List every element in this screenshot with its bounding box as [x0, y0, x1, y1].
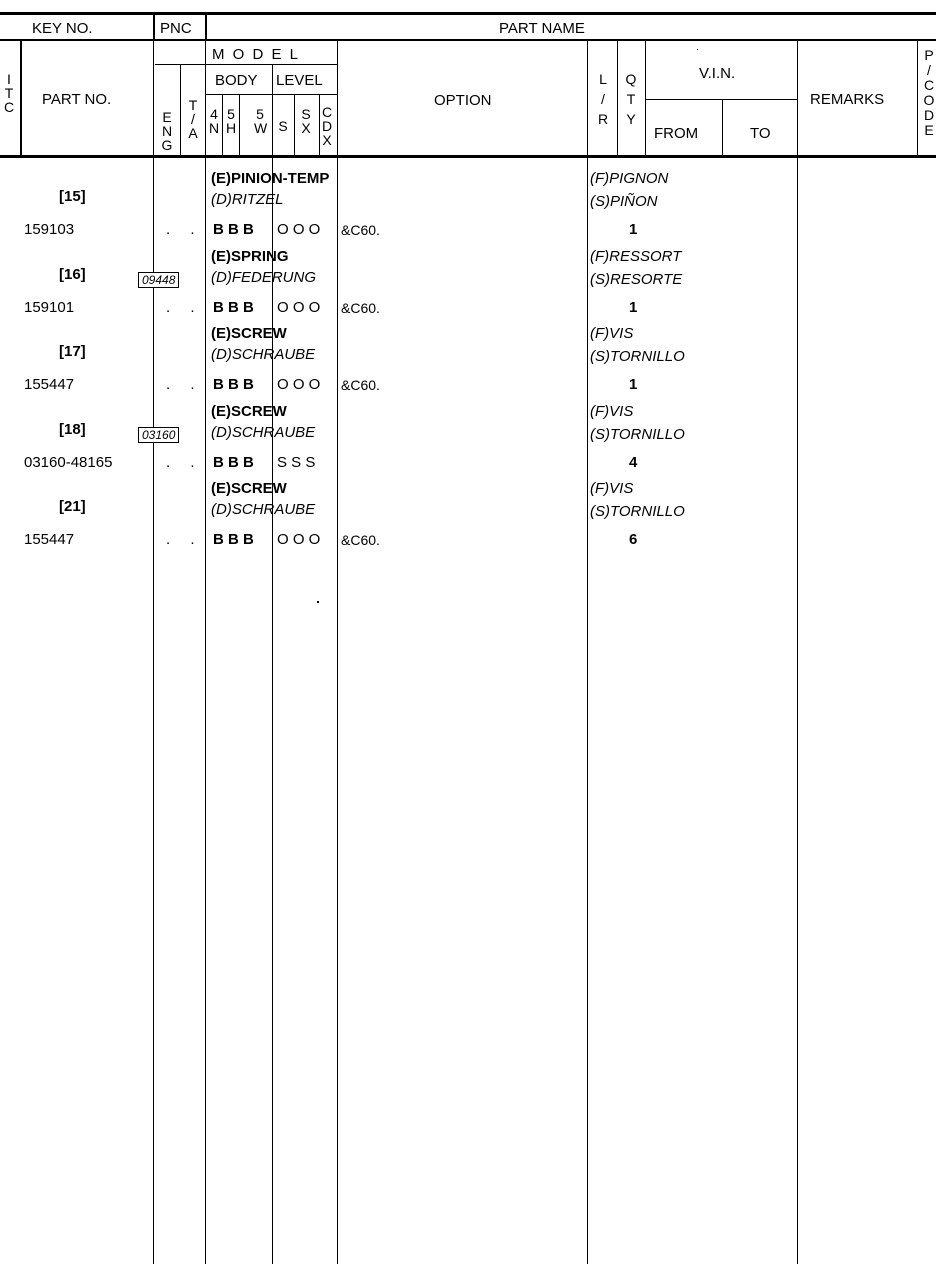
header-bottom-rule — [0, 155, 936, 158]
pnc-column-rule — [205, 40, 206, 1264]
option-code: &C60. — [341, 222, 380, 238]
name-german: (D)SCHRAUBE — [211, 501, 316, 518]
body-codes: B B B — [213, 376, 254, 393]
name-french: (F)PIGNON — [590, 170, 669, 187]
name-spanish: (S)PIÑON — [590, 193, 658, 210]
partno-column-rule — [153, 40, 154, 1264]
part-number: 155447 — [24, 376, 75, 393]
level-codes: O O O — [277, 376, 321, 393]
lr-header: L / R — [597, 71, 609, 127]
name-french: (F)VIS — [590, 403, 634, 420]
name-german: (D)RITZEL — [211, 191, 284, 208]
body-header: BODY — [215, 72, 258, 89]
part-name-header: PART NAME — [499, 20, 585, 37]
part-number: 159101 — [24, 299, 75, 316]
key-number: [17] — [59, 343, 86, 360]
body-5w-header: 5 W — [254, 106, 268, 136]
name-english: (E)SPRING — [211, 248, 289, 265]
top-rule — [0, 12, 936, 15]
option-header: OPTION — [434, 92, 492, 109]
level-s-divider — [294, 95, 295, 155]
level-sx-header: S X — [301, 106, 311, 136]
key-no-header: KEY NO. — [32, 20, 93, 37]
key-number: [18] — [59, 421, 86, 438]
part-number: 159103 — [24, 221, 75, 238]
lr-divider — [617, 40, 618, 156]
name-spanish: (S)TORNILLO — [590, 503, 685, 520]
vin-from-header: FROM — [654, 125, 699, 142]
vin-header: V.I.N. — [699, 65, 736, 82]
vin-from-to-divider — [722, 100, 723, 155]
body-level-divider — [272, 65, 273, 156]
option-code: &C60. — [341, 532, 380, 548]
name-french: (F)RESSORT — [590, 248, 682, 265]
name-french: (F)VIS — [590, 325, 634, 342]
level-codes: O O O — [277, 531, 321, 548]
key-number: [16] — [59, 266, 86, 283]
name-english: (E)SCREW — [211, 480, 287, 497]
vin-column-rule-right — [797, 40, 798, 1264]
scan-speck — [697, 49, 698, 50]
name-spanish: (S)TORNILLO — [590, 426, 685, 443]
key-number: [21] — [59, 498, 86, 515]
ta-divider — [180, 65, 181, 156]
pnc-code-box: 09448 — [138, 272, 179, 288]
level-cdx-header: C D X — [321, 104, 333, 148]
qty-divider — [645, 40, 646, 156]
name-english: (E)SCREW — [211, 403, 287, 420]
pnc-code-box: 03160 — [138, 427, 179, 443]
body-codes: B B B — [213, 531, 254, 548]
body-codes: B B B — [213, 299, 254, 316]
name-german: (D)SCHRAUBE — [211, 424, 316, 441]
name-english: (E)SCREW — [211, 325, 287, 342]
eng-ta-dots: . . — [166, 299, 203, 316]
quantity: 1 — [629, 299, 638, 316]
name-french: (F)VIS — [590, 480, 634, 497]
pnc-divider — [205, 13, 207, 40]
body5h-divider — [239, 95, 240, 155]
itc-header: I T C — [3, 71, 15, 115]
body-codes: B B B — [213, 221, 254, 238]
option-code: &C60. — [341, 300, 380, 316]
keyno-divider — [153, 13, 155, 40]
eng-ta-dots: . . — [166, 531, 203, 548]
model-header: M O D E L — [212, 46, 301, 63]
name-spanish: (S)RESORTE — [590, 271, 683, 288]
quantity: 6 — [629, 531, 638, 548]
eng-ta-dots: . . — [166, 454, 203, 471]
ta-header: T / A — [188, 97, 198, 141]
body-level-column-rule — [272, 156, 273, 1264]
option-column-rule-left — [337, 40, 338, 1264]
itc-divider — [20, 40, 22, 156]
pnc-header: PNC — [160, 20, 192, 37]
quantity: 4 — [629, 454, 638, 471]
vin-rule — [645, 99, 797, 100]
option-column-rule-right — [587, 40, 588, 1264]
pcode-header: P / C O D E — [923, 47, 935, 138]
quantity: 1 — [629, 376, 638, 393]
name-german: (D)FEDERUNG — [211, 269, 316, 286]
body-5h-header: 5 H — [225, 106, 237, 136]
qty-header: Q T Y — [625, 71, 637, 127]
body45-divider — [222, 95, 223, 155]
part-number: 03160-48165 — [24, 454, 113, 471]
quantity: 1 — [629, 221, 638, 238]
body-4n-header: 4 N — [208, 106, 220, 136]
level-codes: O O O — [277, 299, 321, 316]
remarks-header: REMARKS — [810, 91, 885, 108]
pcode-divider — [917, 40, 918, 156]
eng-ta-dots: . . — [166, 376, 203, 393]
option-code: &C60. — [341, 377, 380, 393]
level-codes: S S S — [277, 454, 316, 471]
body-codes: B B B — [213, 454, 254, 471]
level-header: LEVEL — [276, 72, 323, 89]
name-english: (E)PINION-TEMP — [211, 170, 330, 187]
level-codes: O O O — [277, 221, 321, 238]
part-no-header: PART NO. — [42, 91, 112, 108]
model-rule — [155, 64, 338, 65]
eng-header: E N G — [161, 109, 173, 153]
level-sx-divider — [319, 95, 320, 155]
eng-ta-dots: . . — [166, 221, 203, 238]
name-german: (D)SCHRAUBE — [211, 346, 316, 363]
scan-speck — [317, 601, 319, 603]
key-number: [15] — [59, 188, 86, 205]
vin-to-header: TO — [750, 125, 771, 142]
level-s-header: S — [278, 118, 288, 134]
part-number: 155447 — [24, 531, 75, 548]
name-spanish: (S)TORNILLO — [590, 348, 685, 365]
header-mid-rule — [0, 39, 936, 41]
